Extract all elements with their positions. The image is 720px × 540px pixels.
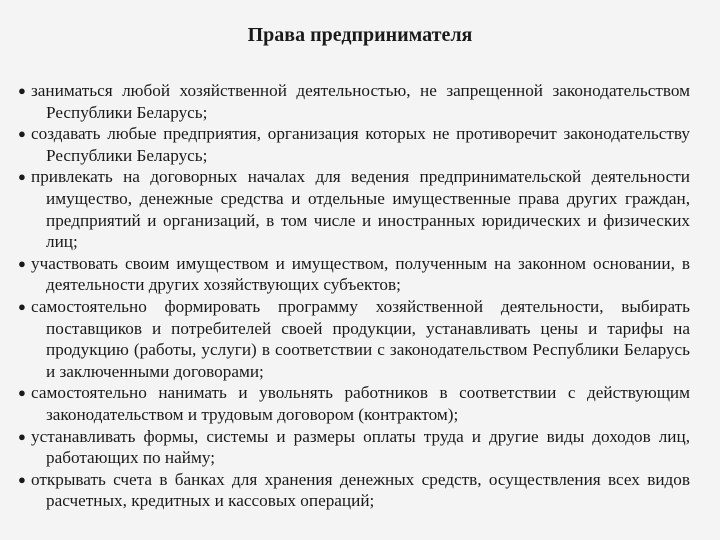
list-item bbox=[18, 123, 690, 166]
list-item bbox=[18, 80, 690, 123]
list-item-text: самостоятельно нанимать и увольнять работников в соответствии с действующим законодательством и трудовым договором (контрактом); bbox=[31, 383, 690, 424]
list-item-text: самостоятельно формировать программу хозяйственной деятельности, выбирать поставщиков и потребителей своей продукции, устанавливать цены и тарифы на продукцию (работы, услуги) в соответствии с законодательством Республики Беларусь и заключенными договорами; bbox=[31, 296, 690, 381]
list-item-text: привлекать на договорных началах для ведения предпринимательской деятельности имущество, денежные средства и отдельные имущественные права других граждан, предприятий и организаций, в том числе и иностранных юридических и физических лиц; bbox=[31, 167, 690, 252]
list-item bbox=[18, 253, 690, 296]
bullet-icon: ● bbox=[18, 471, 26, 487]
bullet-icon: ● bbox=[18, 83, 26, 98]
list-item-text: открывать счета в банках для хранения денежных средств, осуществления всех видов расчетных, кредитных и кассовых операций; bbox=[31, 469, 690, 511]
list-item-text: устанавливать формы, системы и размеры оплаты труда и другие виды доходов лиц, работающих по найму; bbox=[31, 426, 690, 468]
bullet-icon: ● bbox=[18, 428, 26, 444]
bullet-icon: ● bbox=[18, 385, 26, 401]
rights-list bbox=[18, 80, 690, 512]
list-item-text: создавать любые предприятия, организация которых не противоречит законодательству Республики Беларусь; bbox=[31, 124, 690, 165]
list-item bbox=[18, 426, 690, 469]
list-item bbox=[18, 296, 690, 382]
list-item bbox=[18, 166, 690, 252]
list-item bbox=[18, 382, 690, 425]
bullet-icon: ● bbox=[18, 169, 26, 185]
bullet-icon: ● bbox=[18, 255, 26, 271]
list-item bbox=[18, 469, 690, 512]
bullet-icon: ● bbox=[18, 126, 26, 142]
bullet-icon: ● bbox=[18, 298, 26, 314]
page-title: Права предпринимателя bbox=[247, 24, 473, 46]
list-item-text: участвовать своим имуществом и имуществом, полученным на законном основании, в деятельности других хозяйствующих субъектов; bbox=[31, 253, 690, 295]
list-item-text: заниматься любой хозяйственной деятельностью, не запрещенной законодательством Республики Беларусь; bbox=[31, 81, 690, 122]
